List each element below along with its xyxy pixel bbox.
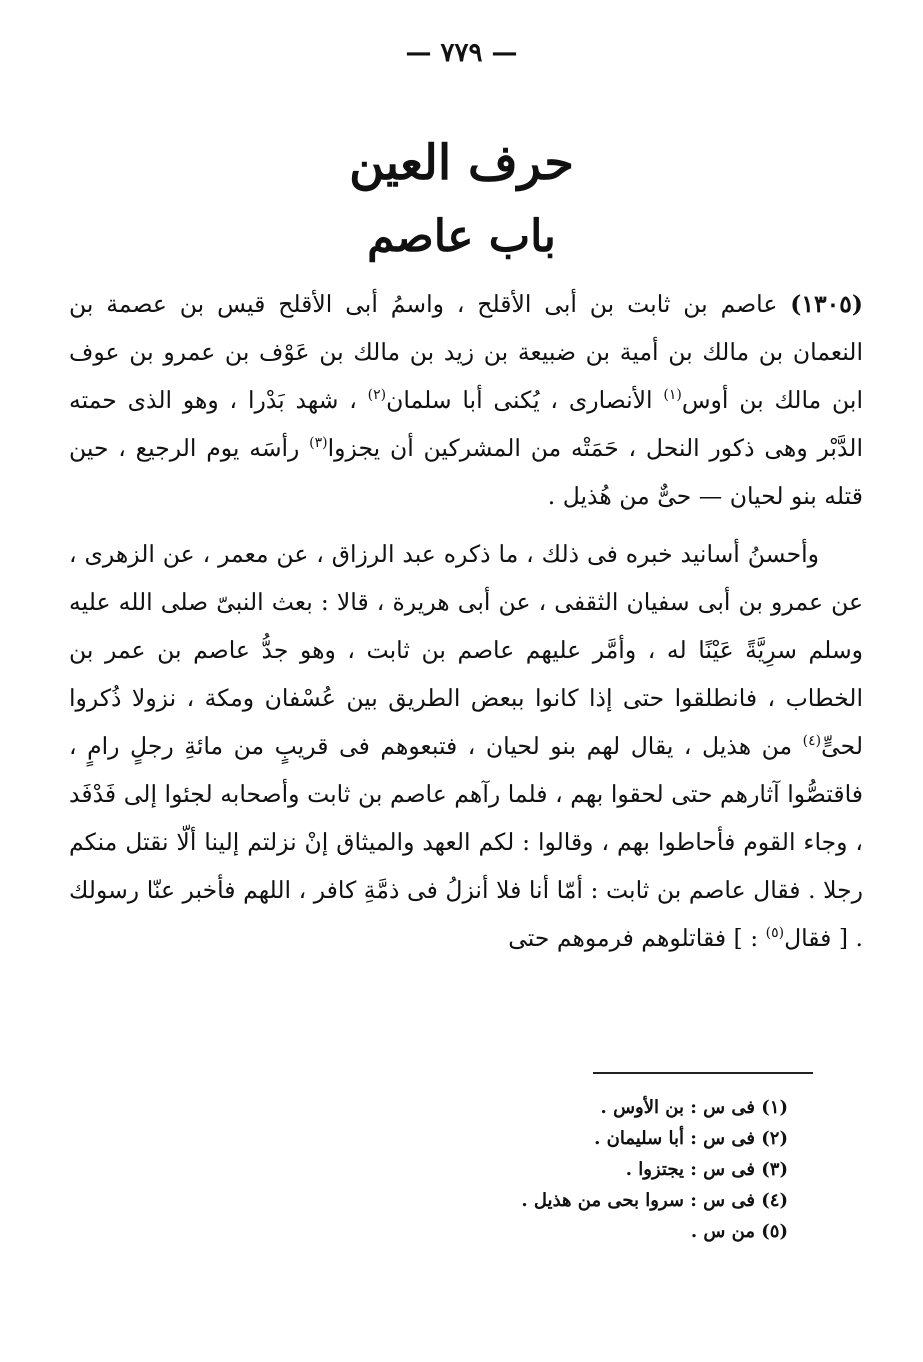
footnote: (٤) فى س : سروا بحى من هذيل . [521,1190,788,1211]
footnote-ref: (١) [663,387,682,404]
main-text [69,280,863,962]
section-title: باب عاصم [367,211,556,262]
footnote-ref: (٣) [309,435,328,452]
footnote: (٥) من س . [690,1221,788,1242]
footnote-ref: (٤) [802,733,822,750]
narration-text-part: : ] فقاتلوهم فرموهم حتى [508,924,766,952]
entry-text-part: رأسَه يوم الرجيع ، حين قتله بنو لحيان — حىٌّ من هُذيل . [69,434,863,510]
footnote-ref: (٥) [765,925,785,942]
entry-text-part: عاصم بن ثابت بن أبى الأقلح ، واسمُ أبى الأقلح قيس بن عصمة بن النعمان بن مالك بن أمية بن ضبيعة بن زيد بن مالك بن عَوْف بن عمرو بن عوف ابن مالك بن أوس [69,290,863,414]
entry-text-part: الأنصارى ، يُكنى أبا سلمان [386,386,664,414]
page-number: — ٧٧٩ — [405,38,518,68]
footnote-divider [593,1072,813,1074]
footnote: (٣) فى س : يجتزوا . [625,1159,788,1180]
entry-number: (١٣٠٥) [790,290,863,318]
narration-text-part: وأحسنُ أسانيد خبره فى ذلك ، ما ذكره عبد الرزاق ، عن معمر ، عن الزهرى ، عن عمرو بن أبى سفيان الثقفى ، عن أبى هريرة ، قالا : بعث النبىّ صلى الله عليه وسلم سرِيَّةً عَيْنًا له ، وأمَّر عليهم عاصم بن ثابت ، وهو جدُّ عاصم بن عمر بن الخطاب ، فانطلقوا حتى إذا كانوا ببعض الطريق بين عُسْفان ومكة ، نزولا ذُكروا لحىٍّ [69,540,863,760]
entry-text-part: ، شهد بَدْرا ، وهو الذى حمته الدَّبْر وهى ذكور النحل ، حَمَتْه من المشركين أن يجزوا [69,386,863,462]
entry-paragraph [69,280,863,520]
footnote: (١) فى س : بن الأوس . [600,1097,788,1118]
chapter-title: حرف العين [349,135,574,191]
footnotes [288,1092,788,1247]
narration-paragraph [69,530,863,962]
narration-text-part: من هذيل ، يقال لهم بنو لحيان ، فتبعوهم فى قريبٍ من مائةِ رجلٍ رامٍ ، فاقتصُّوا آثارهم حتى لحقوا بهم ، فلما رآهم عاصم بن ثابت وأصحابه لجئوا إلى فَدْفَد ، وجاء القوم فأحاطوا بهم ، وقالوا : لكم العهد والميثاق إنْ نزلتم إلينا ألّا نقتل منكم رجلا . فقال عاصم بن ثابت : أمّا أنا فلا أنزلُ فى ذمَّةِ كافر ، اللهم فأخبر عنّا رسولك . [ فقال [69,732,863,952]
footnote: (٢) فى س : أبا سليمان . [594,1128,788,1149]
footnote-ref: (٢) [367,387,387,404]
